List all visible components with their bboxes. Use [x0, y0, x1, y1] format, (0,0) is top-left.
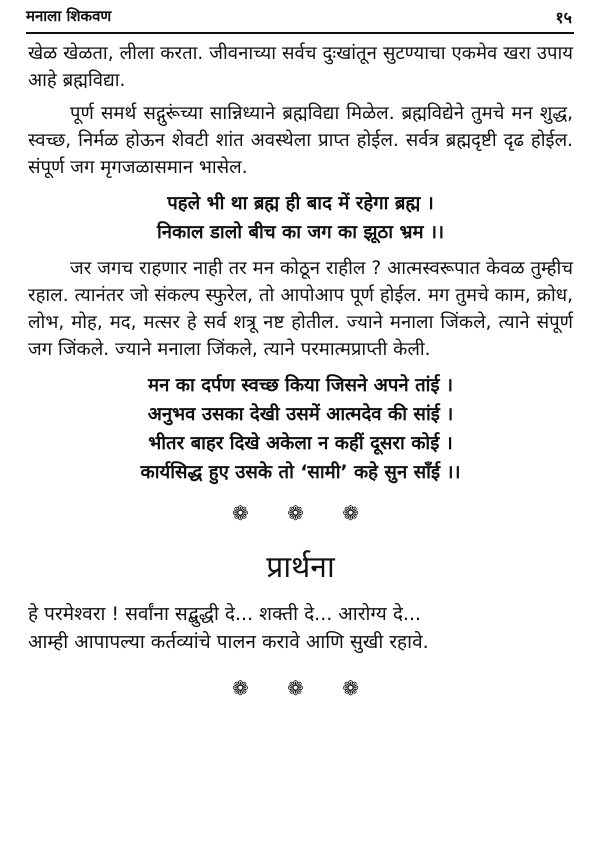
- paragraph-1: खेळ खेळता, लीला करता. जीवनाच्या सर्वच दुःखांतून सुटण्याचा एकमेव खरा उपाय आहे ब्रह्मविद्या.: [28, 43, 573, 91]
- flower-ornament-icon: ❁: [342, 501, 369, 525]
- flower-ornament-divider: [28, 501, 573, 525]
- page-header: [26, 6, 574, 34]
- verse-line: भीतर बाहर दिखे अकेला न कहीं दूसरा कोई ।: [148, 433, 453, 454]
- flower-ornament-icon: ❁: [287, 501, 314, 525]
- verse-line: निकाल डालो बीच का जग का झूठा भ्रम ।।: [156, 222, 444, 243]
- prayer-line: आम्ही आपापल्या कर्तव्यांचे पालन करावे आणि सुखी रहावे.: [28, 631, 429, 653]
- verse-line: अनुभव उसका देखी उसमें आत्मदेव की सांई ।: [147, 404, 454, 425]
- verse-block-1: [28, 189, 573, 247]
- paragraph-3: जर जगच राहणार नाही तर मन कोठून राहील ? आत्मस्वरूपात केवळ तुम्हीच रहाल. त्यानंतर जो संकल्प स्फुरेल, तो आपोआप पूर्ण होईल. मग तुमचे काम, क्रोध, लोभ, मोह, मद, मत्सर हे सर्व शत्रू नष्ट होतील. ज्याने मनाला जिंकले, त्याने संपूर्ण जग जिंकले. ज्याने मनाला जिंकले, त्याने परमात्मप्राप्ती केली.: [28, 258, 573, 360]
- verse-line: मन का दर्पण स्वच्छ किया जिसने अपने तांई ।: [148, 375, 453, 396]
- verse-block-2: [28, 371, 573, 487]
- flower-ornament-icon: ❁: [231, 501, 259, 525]
- flower-ornament-icon: ❁: [231, 676, 259, 700]
- flower-ornament-divider: [28, 676, 573, 700]
- page-number: १५: [555, 8, 572, 27]
- flower-ornament-icon: ❁: [287, 676, 314, 700]
- prayer-line: हे परमेश्वरा ! सर्वांना सद्बुद्धी दे... शक्ती दे... आरोग्य दे...: [28, 603, 422, 625]
- flower-ornament-icon: ❁: [342, 676, 369, 700]
- verse-line: कार्यसिद्ध हुए उसके तो ‘सामी’ कहे सुन साँई ।।: [140, 462, 461, 483]
- verse-line: पहले भी था ब्रह्म ही बाद में रहेगा ब्रह्म ।: [167, 193, 434, 214]
- page-content: [28, 40, 573, 710]
- paragraph-2: पूर्ण समर्थ सद्गुरूंच्या सान्निध्याने ब्रह्मविद्या मिळेल. ब्रह्मविद्येने तुमचे मन शुद्ध, स्वच्छ, निर्मळ होऊन शेवटी शांत अवस्थेला प्राप्त होईल. सर्वत्र ब्रह्मदृष्टी दृढ होईल. संपूर्ण जग मृगजळासमान भासेल.: [28, 103, 573, 178]
- section-heading: प्रार्थना: [266, 550, 335, 585]
- running-title: मनाला शिकवण: [26, 7, 112, 25]
